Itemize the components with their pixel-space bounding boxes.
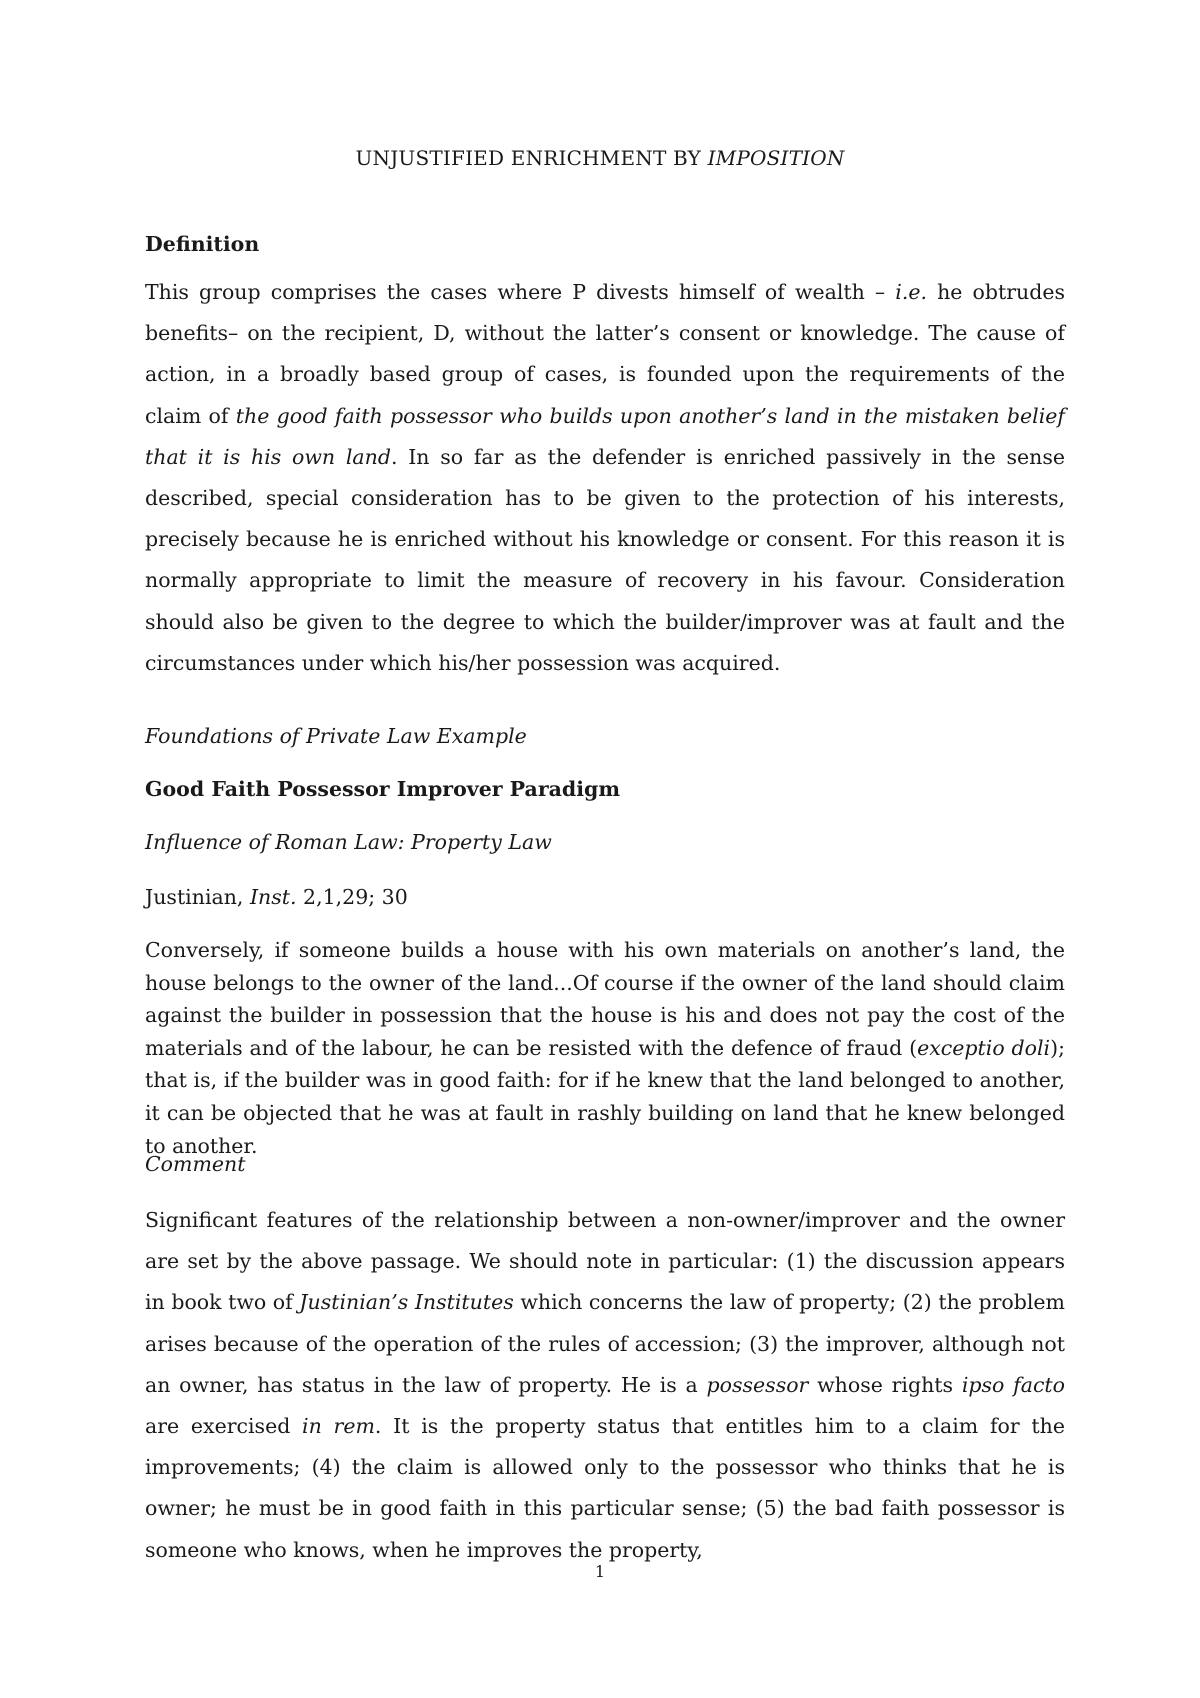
comment-text-a: Significant features of the relationship between a non-owner/improver and the owner are set by the above passage. We should note in particular: (1) the discussion appears in book two of	[145, 1208, 1065, 1315]
title-emphasis: IMPOSITION	[707, 146, 845, 170]
comment-em-ipso-facto: ipso facto	[961, 1372, 1065, 1397]
page-number: 1	[594, 1562, 606, 1581]
title-main: UNJUSTIFIED ENRICHMENT BY	[355, 146, 708, 170]
comment-em-possessor: possessor	[706, 1372, 809, 1397]
comment-text-b: which concerns the law of property; (2) the problem arises because of the operation of the rules of accession; (3) the improver, although not an owner, has status in the law of property. He is a	[145, 1290, 1065, 1397]
definition-text-b: he obtrudes benefits– on the recipient, D, without the latter’s consent or knowledge. The cause of action, in a broadly based group of cases, is founded upon the requirements of the claim of	[145, 280, 1065, 428]
quote-text-b: ); that is, if the builder was in good faith: for if he knew that the land belonged to another, it can be objected that he was at fault in rashly building on land that he knew belonged to another.	[145, 1035, 1065, 1158]
quote-text-a: Conversely, if someone builds a house with his own materials on another’s land, the house belongs to the owner of the land...Of course if the owner of the land should claim against the builder in possession that the house is his and does not pay the cost of the materials and of the labour, he can be resisted with the defence of fraud (	[145, 938, 1065, 1060]
document-title	[0, 146, 1200, 170]
quote-em: exceptio doli	[917, 1035, 1051, 1060]
comment-paragraph	[145, 1200, 1065, 1571]
example-label: Foundations of Private Law Example	[145, 724, 527, 748]
comment-text-c: whose rights	[808, 1372, 962, 1397]
comment-text-e: . It is the property status that entitles him to a claim for the improvements; (4) the claim is allowed only to the possessor who thinks that he is owner; he must be in good faith in this particular sense; (5) the bad faith possessor is someone who knows, when he improves the property,	[145, 1414, 1065, 1562]
comment-em-institutes: Justinian’s Institutes	[299, 1290, 514, 1315]
quote-paragraph	[145, 934, 1065, 1162]
influence-heading: Influence of Roman Law: Property Law	[145, 830, 552, 854]
definition-heading: Definition	[145, 232, 260, 256]
comment-text-d: are exercised	[145, 1414, 303, 1439]
citation-em: Inst.	[249, 885, 297, 909]
citation-a: Justinian,	[145, 885, 250, 909]
citation	[145, 885, 1065, 909]
definition-text-c: . In so far as the defender is enriched passively in the sense described, special consideration has to be given to the protection of his interests, precisely because he is enriched without his knowledge or consent. For this reason it is normally appropriate to limit the measure of recovery in his favour. Consideration should also be given to the degree to which the builder/improver was at fault and the circumstances under which his/her possession was acquired.	[145, 444, 1065, 675]
definition-text-a: This group comprises the cases where P divests himself of wealth –	[145, 280, 896, 304]
citation-b: 2,1,29; 30	[296, 885, 408, 909]
definition-paragraph	[145, 272, 1065, 684]
definition-emphasis: the good faith possessor who builds upon another’s land in the mistaken belief that it is his own land	[145, 403, 1065, 469]
comment-heading: Comment	[145, 1152, 246, 1176]
comment-em-in-rem: in rem	[302, 1414, 375, 1439]
definition-ie: i.e.	[895, 280, 928, 304]
paradigm-heading: Good Faith Possessor Improver Paradigm	[145, 777, 621, 801]
